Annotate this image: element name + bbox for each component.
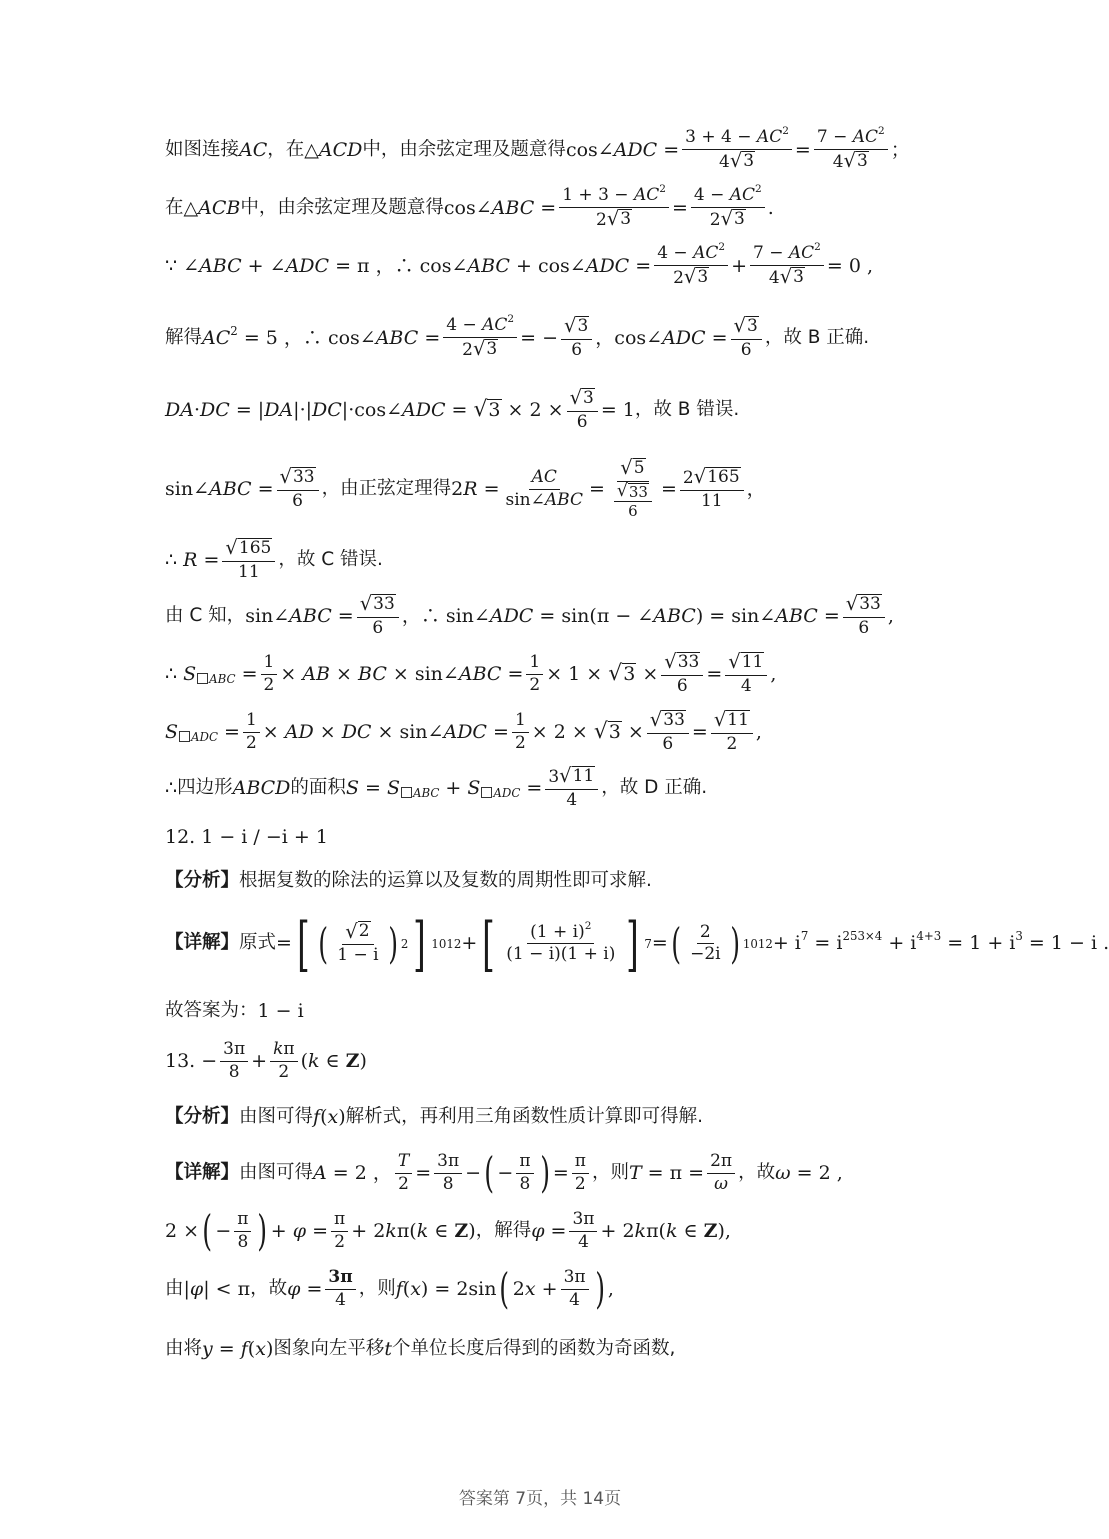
text: 在 (165, 197, 184, 219)
q12-analysis-line (165, 870, 920, 892)
fraction: $\frac{1}{2}$ (526, 653, 543, 695)
fraction: $\frac{(1 + i)^2}{(1 - i)(1 + i)}$ (506, 919, 616, 965)
text: ，故 B 正确. (764, 327, 870, 349)
text: ，故 C 错误. (278, 549, 383, 571)
q13-detail-line-4: 由将 y = f(x) 图象向左平移 t 个单位长度后得到的函数为奇函数, (165, 1338, 676, 1360)
fraction: $\frac{3\pi}{4}$ (561, 1268, 589, 1310)
fraction: $\frac{3\pi}{4}$ (569, 1210, 597, 1252)
text: 原式 (239, 932, 277, 954)
fraction: 3 √ 11 4 (545, 766, 598, 810)
fraction: $\frac{\pi}{2}$ (572, 1152, 589, 1194)
fraction: $\frac{\pi}{2}$ (331, 1210, 348, 1252)
text: 由 C 知， (165, 605, 246, 627)
fraction: √ 33 6 (277, 467, 319, 511)
fraction: $4 - AC^2$ 2 √ 3 (691, 186, 765, 230)
fraction: $\frac{\pi}{8}$ (234, 1210, 251, 1252)
page-footer: 答案第 7页，共 14页 (458, 1489, 622, 1509)
fraction: √ 3 6 (731, 316, 762, 360)
q13-answer-line: 13. − $\frac{3\pi}{8}$ + $\frac{k\pi}{2}$ (k ∈ Z) (165, 1039, 367, 1082)
fraction: $\frac{3\pi}{8}$ (434, 1152, 462, 1194)
fraction: $\frac{T}{2}$ (395, 1152, 412, 1194)
fraction: $\frac{\pi}{8}$ (516, 1152, 533, 1194)
conclusion-label: 故答案为： (165, 1000, 258, 1022)
fraction: $\frac{1}{2}$ (512, 711, 529, 753)
solution-line-9: ∴ S $_{ABC}$ = $\frac{1}{2}$ × AB × BC × sin∠ABC = $\frac{1}{2}$ × 1 × √ 3 × √ 33 6 = √ 11 4 , (165, 650, 777, 696)
q12-detail-line: 【详解】 原式 = [ ( √ 2 1 − i ) 2 ] 1012 + [ $\frac{(1 + i)^2}{(1 - i)(1 + i)}$ ] 7 = ( $\frac{2}{-2i}$ ) 1012 + $i^7 = i^{253\times 4} + i^{4+3} = 1 + i^3 = 1 - i$ . (165, 909, 1109, 978)
question-number: 12. (165, 826, 196, 848)
fraction: $3 + 4 - AC^2$ 4 √ 3 (682, 128, 792, 172)
fraction: $\frac{AC}{\text{sin∠ABC}}$ (505, 467, 583, 510)
text: 由 (165, 1277, 184, 1299)
solution-line-8: 由 C 知， sin∠ABC = √ 33 6 ，∴ sin∠ADC = sin(π − ∠ABC) = sin∠ABC = √ 33 6 , (165, 592, 894, 638)
fraction: $\frac{3\pi}{4}$ (325, 1268, 355, 1310)
text: ，故 (250, 1277, 288, 1299)
q13-detail-line-3: 由 |φ| < π ，故 φ = $\frac{3\pi}{4}$ ，则 f(x) = 2sin ( 2x + $\frac{3\pi}{4}$ ) , (165, 1264, 614, 1314)
fraction: $\frac{1}{2}$ (261, 653, 278, 695)
fraction: $\frac{3\pi}{8}$ (220, 1040, 248, 1082)
fraction: √ 33 6 (647, 710, 689, 754)
solution-line-11: ∴ 四边形 ABCD 的面积 S = S $_{ABC}$ + S $_{ADC}$ = 3 √ 11 4 ，故 D 正确. (165, 764, 708, 810)
fraction: √ 3 6 (567, 388, 598, 432)
fraction: 2 √ 165 11 (680, 467, 744, 511)
text: 由将 (165, 1338, 203, 1360)
text: ，故 B 错误. (634, 399, 740, 421)
q13-detail-line-1: 【详解】 由图可得 A = 2 ， $\frac{T}{2}$ = $\frac{3\pi}{8}$ − ( − $\frac{\pi}{8}$ ) = $\frac{\pi}{2}$ ，则 T = π = $\frac{2\pi}{\omega}$ ，故 ω = 2 , (165, 1148, 843, 1198)
analysis-label: 【分析】 (165, 870, 240, 891)
text: ，解得 (475, 1219, 532, 1241)
text: ，由正弦定理得 (321, 478, 452, 500)
text: ，故 (738, 1161, 776, 1183)
fraction: $\frac{1}{2}$ (243, 711, 260, 753)
solution-line-10: S $_{ADC}$ = $\frac{1}{2}$ × AD × DC × sin∠ADC = $\frac{1}{2}$ × 2 × √ 3 × √ 33 6 = √ 11 2 , (165, 708, 762, 754)
text: 中，由余弦定理及题意得 (362, 139, 566, 161)
answer: 1 − i / −i + 1 (201, 826, 328, 848)
detail-label: 【详解】 (165, 1161, 240, 1183)
fraction: √ 11 2 (711, 710, 753, 754)
question-number: 13. (165, 1049, 196, 1072)
fraction: $4 - AC^2$ 2 √ 3 (443, 316, 517, 360)
text: ，在 (267, 139, 305, 161)
text: ，则 (591, 1161, 629, 1183)
q12-conclusion-line (165, 1000, 920, 1023)
fraction: √ 3 6 (561, 316, 592, 360)
fraction: $\frac{k\pi}{2}$ (270, 1040, 298, 1082)
detail-label: 【详解】 (165, 932, 240, 954)
fraction: √ 33 6 (843, 594, 885, 638)
text: 的面积 (290, 777, 346, 799)
fraction: $7 - AC^2$ 4 √ 3 (750, 244, 824, 288)
q13-analysis-line: 【分析】 由图可得 f(x) 解析式，再利用三角函数性质计算即可得解. (165, 1106, 704, 1128)
fraction: $7 - AC^2$ 4 √ 3 (814, 128, 888, 172)
fraction: $\frac{2}{-2i}$ (690, 921, 721, 965)
solution-line-5: DA·DC = |DA|·|DC|·cos∠ADC = √ 3 × 2 × √ 3 6 = 1 ，故 B 错误. (165, 386, 740, 432)
text: ，故 D 正确. (601, 777, 708, 799)
text: 中，由余弦定理及题意得 (240, 197, 444, 219)
text: 由图可得 (239, 1106, 314, 1128)
solution-line-2: 在 △ACB 中，由余弦定理及题意得 cos∠ABC = $1 + 3 - AC^2$ 2 √ 3 = $4 - AC^2$ 2 √ 3 . (165, 183, 774, 230)
text: 个单位长度后得到的函数为奇函数, (392, 1338, 676, 1360)
fraction: √ 33 6 (357, 594, 399, 638)
fraction: √ 5 √ 33 6 (608, 458, 658, 520)
fraction: √ 33 6 (661, 652, 703, 696)
text: 解得 (165, 327, 203, 349)
text: 解析式，再利用三角函数性质计算即可得解. (345, 1106, 704, 1128)
analysis-text: 根据复数的除法的运算以及复数的周期性即可求解. (239, 870, 652, 891)
q13-detail-line-2: 2 × ( − $\frac{\pi}{8}$ ) + φ = $\frac{\pi}{2}$ + 2kπ(k ∈ Z) ，解得 φ = $\frac{3\pi}{4}$ + 2kπ(k ∈ Z), (165, 1206, 731, 1256)
solution-line-1: 如图连接 AC ，在 △ACD 中，由余弦定理及题意得 cos∠ADC = $3 + 4 - AC^2$ 4 √ 3 = $7 - AC^2$ 4 √ 3 ； (165, 125, 910, 172)
solution-line-7: ∴ R = √ 165 11 ，故 C 错误. (165, 536, 383, 582)
conclusion-answer: 1 − i (257, 1000, 304, 1022)
text: 由图可得 (239, 1161, 314, 1183)
solution-line-6: sin∠ABC = √ 33 6 ，由正弦定理得 2R = $\frac{AC}{\text{sin∠ABC}}$ = √ 5 √ 33 6 = 2 √ 165 11 ， (165, 456, 766, 521)
fraction: $1 + 3 - AC^2$ 2 √ 3 (559, 186, 669, 230)
fraction: $\frac{2\pi}{\omega}$ (707, 1152, 735, 1194)
text: 四边形 (177, 777, 233, 799)
text: ，则 (358, 1277, 396, 1299)
text: 如图连接 (165, 139, 240, 161)
fraction: √ 2 1 − i (337, 919, 379, 966)
solution-line-4: 解得 $AC^2 = 5$ ，∴ cos∠ABC = $4 - AC^2$ 2 √ 3 = − √ 3 6 ，cos∠ADC = √ 3 6 ，故 B 正确. (165, 313, 870, 360)
analysis-label: 【分析】 (165, 1106, 240, 1128)
text: 图象向左平移 (273, 1338, 385, 1360)
fraction: $4 - AC^2$ 2 √ 3 (654, 244, 728, 288)
fraction: √ 11 4 (725, 652, 767, 696)
q12-answer-line (165, 826, 920, 849)
solution-line-3: ∵ ∠ABC + ∠ADC = π ，∴ cos∠ABC + cos∠ADC = $4 - AC^2$ 2 √ 3 + $7 - AC^2$ 4 √ 3 = 0 , (165, 241, 873, 288)
fraction: √ 165 11 (222, 538, 275, 582)
